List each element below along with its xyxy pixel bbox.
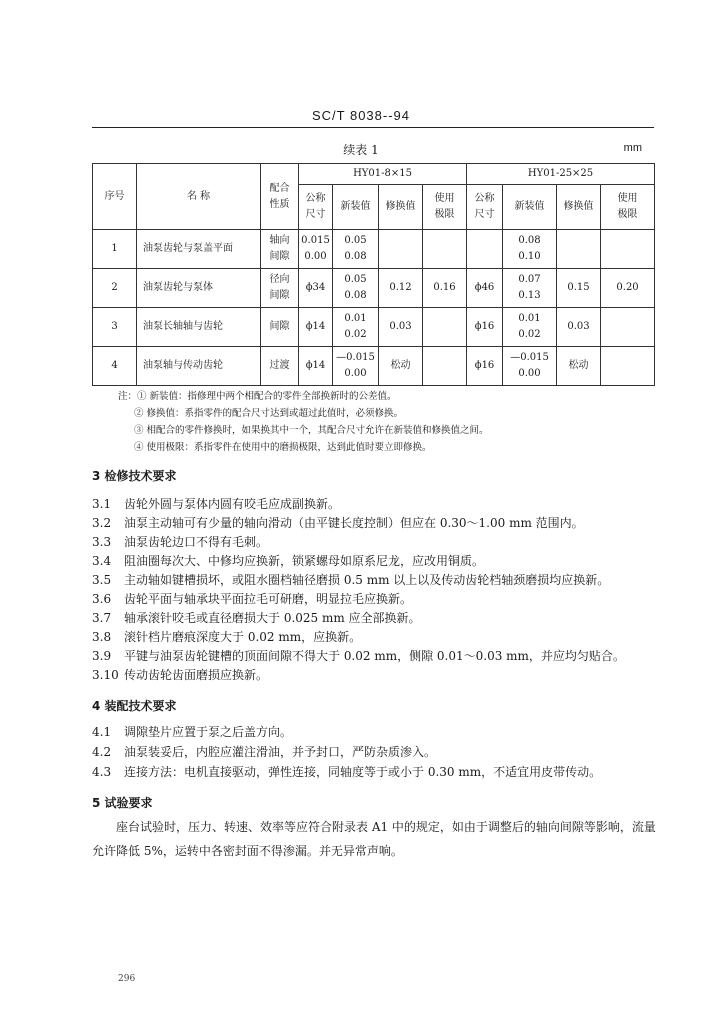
row-a-limit: [423, 308, 467, 347]
row-b-limit: [601, 347, 655, 386]
clause-number: 3.10: [92, 668, 119, 682]
row-a-new: 0.015 0.00: [299, 230, 333, 269]
clause-number: 4.2: [92, 745, 112, 759]
clause-number: 3.1: [92, 497, 112, 511]
row-seq: 4: [93, 347, 137, 386]
header-group-b: HY01-25×25: [467, 164, 655, 185]
header-fit: 配合 性质: [261, 164, 299, 230]
row-a-repair: 0.05 0.08: [333, 230, 379, 269]
clause-text: 滚针档片磨痕深度大于 0.02 mm，应换新。: [124, 630, 362, 644]
row-b-new: 0.01 0.02: [503, 308, 557, 347]
row-a-limit: 0.16: [423, 269, 467, 308]
row-a-nominal: ϕ14: [299, 347, 333, 386]
clause-number: 3.4: [92, 554, 112, 568]
row-a-new: 0.05 0.08: [333, 269, 379, 308]
row-fit: 径向 间隙: [261, 269, 299, 308]
row-a-nominal: ϕ34: [299, 269, 333, 308]
header-name: 名 称: [137, 164, 261, 230]
section-3-title: 3 检修技术要求: [92, 469, 177, 483]
clause-4-3: [92, 762, 692, 782]
clause-number: 3.7: [92, 611, 112, 625]
clause-number: 3.8: [92, 630, 112, 644]
table-caption: 续表 1: [343, 143, 379, 157]
header-seq: 序号: [93, 164, 137, 230]
row-b-nominal: ϕ16: [467, 347, 503, 386]
clause-text: 油泵齿轮边口不得有毛刺。: [124, 535, 269, 549]
header-group-a: HY01-8×15: [299, 164, 467, 185]
row-a-new: —0.015 0.00: [333, 347, 379, 386]
row-b-repair: 松动: [557, 347, 601, 386]
clause-number: 3.9: [92, 649, 112, 663]
header-a-nominal: 公称 尺寸: [299, 185, 333, 230]
clause-text: 主动轴如键槽损坏，或阻水圈档轴径磨损 0.5 mm 以上以及传动齿轮档轴颈磨损均应换新。: [124, 573, 610, 587]
clause-4-1: [92, 722, 692, 742]
row-fit: 间隙: [261, 308, 299, 347]
clause-3-7: [92, 608, 692, 628]
row-b-new: 0.07 0.13: [503, 269, 557, 308]
row-a-repair: 0.03: [379, 308, 423, 347]
clause-text: 油泵装妥后，内腔应灌注滑油，并予封口，严防杂质渗入。: [124, 745, 437, 759]
row-a-nominal: ϕ14: [299, 308, 333, 347]
document-code: SC/T 8038--94: [311, 108, 411, 123]
clause-number: 3.3: [92, 535, 112, 549]
row-name: 油泵齿轮与泵体: [137, 269, 261, 308]
clause-text: 油泵主动轴可有少量的轴向滑动（由平键长度控制）但应在 0.30～1.00 mm 范围内。: [124, 516, 584, 530]
row-a-repair: 0.12: [379, 269, 423, 308]
clause-number: 3.6: [92, 592, 112, 606]
clause-3-2: [92, 513, 692, 533]
header-rule: [92, 127, 654, 128]
clause-text: 齿轮外圆与泵体内圆有咬毛应成副换新。: [124, 497, 341, 511]
table-row: [93, 308, 655, 347]
clause-text: 传动齿轮齿面磨损应换新。: [124, 668, 269, 682]
row-name: 油泵齿轮与泵盖平面: [137, 230, 261, 269]
table-row: [93, 347, 655, 386]
clause-3-10: [92, 665, 692, 685]
table-notes: [118, 388, 678, 456]
header-b-new: 新装值: [503, 185, 557, 230]
row-b-limit: [601, 230, 655, 269]
clause-number: 4.3: [92, 765, 112, 779]
note-4: ④ 使用极限：系指零件在使用中的磨损极限，达到此值时要立即修换。: [134, 442, 432, 453]
clause-text: 连接方法：电机直接驱动，弹性连接，同轴度等于或小于 0.30 mm，不适宜用皮带传动。: [124, 765, 602, 779]
clause-3-5: [92, 570, 692, 590]
clause-number: 3.5: [92, 573, 112, 587]
row-b-repair: 0.15: [557, 269, 601, 308]
clause-3-8: [92, 627, 692, 647]
row-b-nominal: [467, 230, 503, 269]
clause-text: 齿轮平面与轴承块平面拉毛可研磨，明显拉毛应换新。: [124, 592, 413, 606]
row-fit: 轴向 间隙: [261, 230, 299, 269]
clause-3-4: [92, 551, 692, 571]
row-b-nominal: ϕ16: [467, 308, 503, 347]
table-row: [93, 269, 655, 308]
row-b-limit: [601, 308, 655, 347]
clause-number: 4.1: [92, 725, 112, 739]
clause-text: 阻油圈每次大、中修均应换新，锁紧螺母如原系尼龙，应改用铜质。: [124, 554, 485, 568]
header-b-nominal: 公称 尺寸: [467, 185, 503, 230]
note-1: 注：① 新装值：指修理中两个相配合的零件全部换新时的公差值。: [118, 391, 397, 402]
row-b-new: 0.08 0.10: [503, 230, 557, 269]
header-a-new: 新装值: [333, 185, 379, 230]
clause-3-6: [92, 589, 692, 609]
table-row: [93, 230, 655, 269]
table-unit: mm: [623, 142, 642, 154]
section-4-title: 4 装配技术要求: [92, 699, 177, 713]
row-a-new: 0.01 0.02: [333, 308, 379, 347]
clause-text: 调隙垫片应置于泵之后盖方向。: [124, 725, 293, 739]
header-b-limit: 使用 极限: [601, 185, 655, 230]
note-3: ③ 相配合的零件修换时，如果换其中一个，其配合尺寸允许在新装值和修换值之间。: [134, 425, 489, 436]
header-a-repair: 修换值: [379, 185, 423, 230]
row-name: 油泵长轴轴与齿轮: [137, 308, 261, 347]
row-b-nominal: ϕ46: [467, 269, 503, 308]
row-seq: 1: [93, 230, 137, 269]
row-b-limit: 0.20: [601, 269, 655, 308]
row-a-limit: [379, 230, 423, 269]
spec-table: [92, 163, 655, 386]
header-b-repair: 修换值: [557, 185, 601, 230]
clause-3-1: [92, 494, 692, 514]
row-b-new: —0.015 0.00: [503, 347, 557, 386]
section-5-title: 5 试验要求: [92, 796, 153, 810]
header-a-limit: 使用 极限: [423, 185, 467, 230]
row-a-repair: 松动: [379, 347, 423, 386]
clause-3-3: [92, 532, 692, 552]
row-seq: 2: [93, 269, 137, 308]
row-b-repair: 0.03: [557, 308, 601, 347]
clause-3-9: [92, 646, 692, 666]
row-a-extra: [423, 230, 467, 269]
clause-4-2: [92, 742, 692, 762]
page-number: 296: [118, 974, 136, 984]
row-seq: 3: [93, 308, 137, 347]
row-name: 油泵轴与传动齿轮: [137, 347, 261, 386]
row-fit: 过渡: [261, 347, 299, 386]
clause-number: 3.2: [92, 516, 112, 530]
clause-text: 平键与油泵齿轮键槽的顶面间隙不得大于 0.02 mm，侧隙 0.01～0.03 mm，并应均匀贴合。: [124, 649, 625, 663]
section-5-paragraph: 座台试验时，压力、转速、效率等应符合附录表 A1 中的规定，如由于调整后的轴向间隙等影响，流量允许降低 5%，运转中各密封面不得渗漏。并无异常声响。: [92, 820, 656, 858]
note-2: ② 修换值：系指零件的配合尺寸达到或超过此值时，必须修换。: [134, 408, 404, 419]
clause-text: 轴承滚针咬毛或直径磨损大于 0.025 mm 应全部换新。: [124, 611, 421, 625]
row-a-limit: [423, 347, 467, 386]
row-b-repair: [557, 230, 601, 269]
